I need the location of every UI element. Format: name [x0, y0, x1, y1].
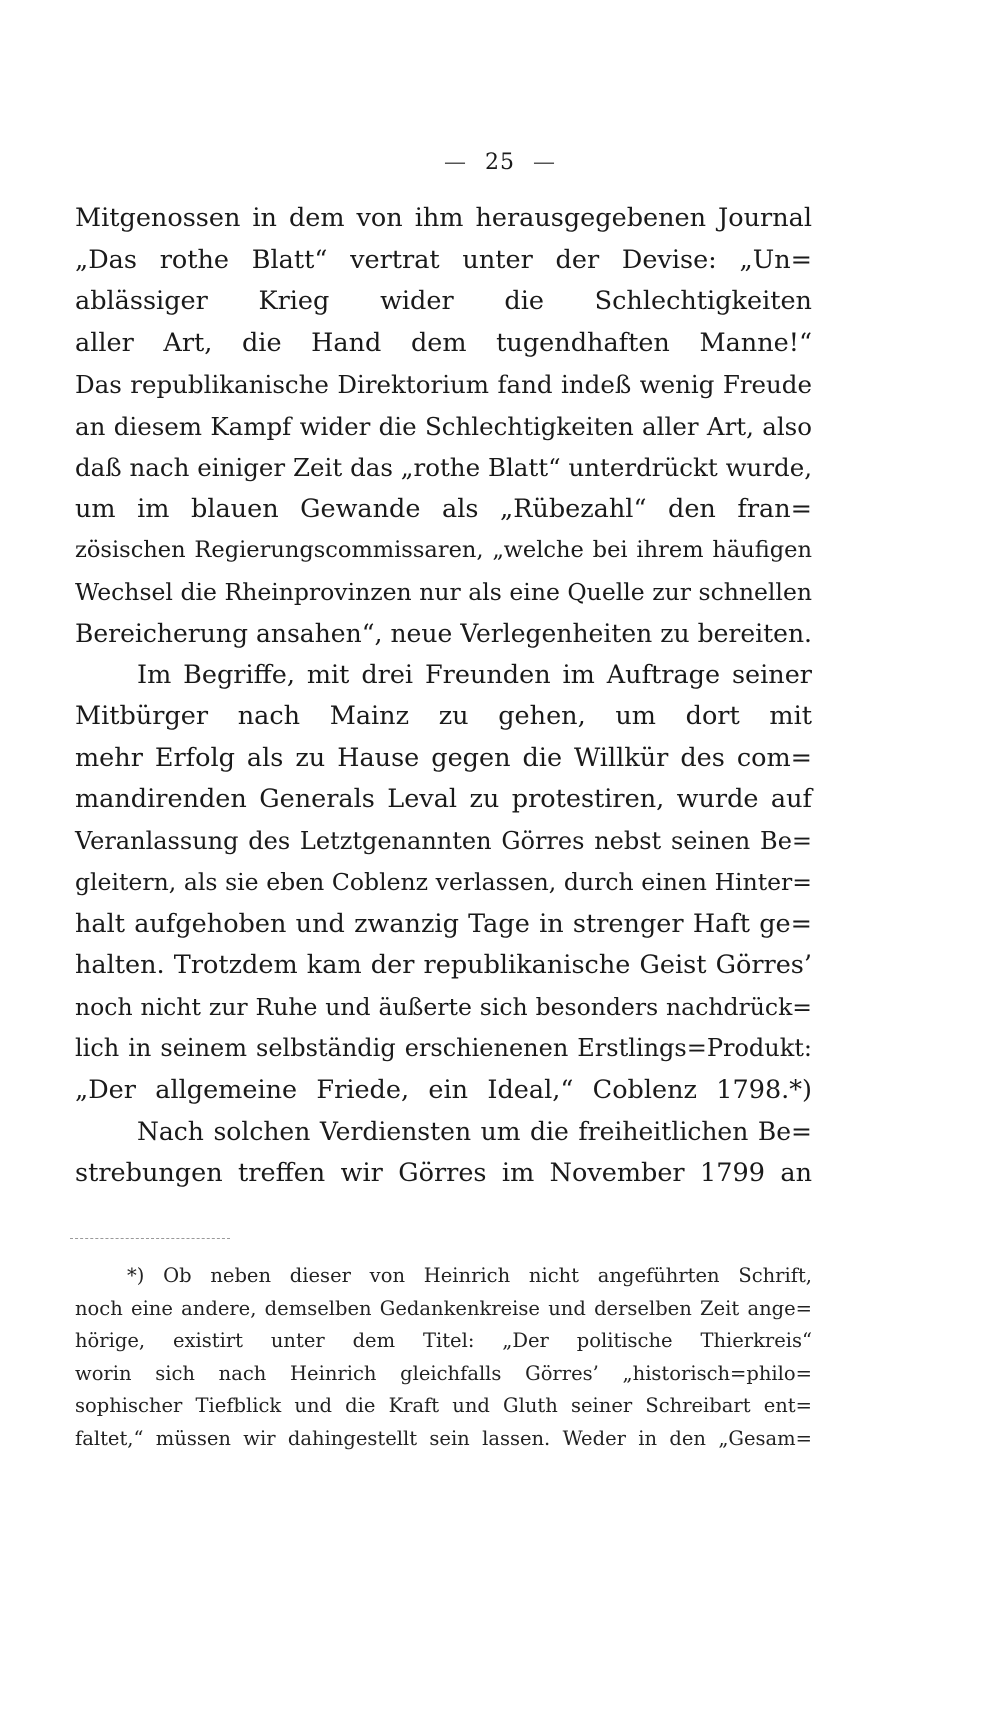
text-line: halt aufgehoben und zwanzig Tage in strenger Haft ge=	[75, 908, 812, 939]
text-line: an diesem Kampf wider die Schlechtigkeiten aller Art, also	[75, 411, 812, 441]
footnote-line: worin sich nach Heinrich gleichfalls Görres’ „historisch=philo=	[75, 1361, 812, 1385]
text-line: Bereicherung ansahen“, neue Verlegenheiten zu bereiten.	[75, 619, 812, 648]
page-number: 25	[485, 150, 515, 175]
page-number-dash-left: —	[444, 150, 467, 175]
footnote-line: faltet,“ müssen wir dahingestellt sein lassen. Weder in den „Gesam=	[75, 1426, 812, 1450]
text-line: „Das rothe Blatt“ vertrat unter der Devise: „Un=	[75, 244, 812, 275]
page-number-dash-right: —	[533, 150, 556, 175]
text-line-paragraph-start: Im Begriffe, mit drei Freunden im Auftrage seiner	[137, 659, 812, 690]
text-line: noch nicht zur Ruhe und äußerte sich besonders nachdrück=	[75, 992, 812, 1021]
text-line: strebungen treffen wir Görres im November 1799 an	[75, 1157, 812, 1188]
text-line: mandirenden Generals Leval zu protestiren, wurde auf	[75, 784, 812, 814]
text-line: aller Art, die Hand dem tugendhaften Manne!“	[75, 327, 812, 358]
text-line: lich in seinem selbständig erschienenen Erstlings=Produkt:	[75, 1034, 812, 1062]
footnote	[75, 1260, 812, 1455]
text-line: „Der allgemeine Friede, ein Ideal,“ Coblenz 1798.*)	[75, 1074, 812, 1105]
text-line: ablässiger Krieg wider die Schlechtigkeiten	[75, 286, 812, 316]
page-number-header	[0, 150, 1000, 175]
text-line: daß nach einiger Zeit das „rothe Blatt“ unterdrückt wurde,	[75, 453, 812, 482]
text-line: gleitern, als sie eben Coblenz verlassen, durch einen Hinter=	[75, 868, 812, 896]
footnote-line: sophischer Tiefblick und die Kraft und Gluth seiner Schreibart ent=	[75, 1394, 812, 1417]
text-line: Wechsel die Rheinprovinzen nur als eine Quelle zur schnellen	[75, 577, 812, 606]
text-line: Mitbürger nach Mainz zu gehen, um dort mit	[75, 701, 812, 731]
footnote-line: *) Ob neben dieser von Heinrich nicht angeführten Schrift,	[127, 1264, 812, 1287]
main-text	[75, 198, 812, 1194]
text-line: Veranlassung des Letztgenannten Görres nebst seinen Be=	[75, 826, 812, 855]
text-line: Das republikanische Direktorium fand indeß wenig Freude	[75, 370, 812, 399]
text-line: zösischen Regierungscommissaren, „welche bei ihrem häufigen	[75, 537, 812, 563]
text-line: mehr Erfolg als zu Hause gegen die Willkür des com=	[75, 742, 812, 773]
footnote-line: hörige, existirt unter dem Titel: „Der politische Thierkreis“	[75, 1329, 812, 1352]
text-line: halten. Trotzdem kam der republikanische Geist Görres’	[75, 950, 812, 980]
text-line: Mitgenossen in dem von ihm herausgegebenen Journal	[75, 203, 812, 233]
text-line-paragraph-start: Nach solchen Verdiensten um die freiheitlichen Be=	[137, 1117, 812, 1146]
text-line: um im blauen Gewande als „Rübezahl“ den fran=	[75, 493, 812, 524]
footnote-divider	[70, 1238, 230, 1239]
footnote-line: noch eine andere, demselben Gedankenkreise und derselben Zeit ange=	[75, 1296, 812, 1320]
